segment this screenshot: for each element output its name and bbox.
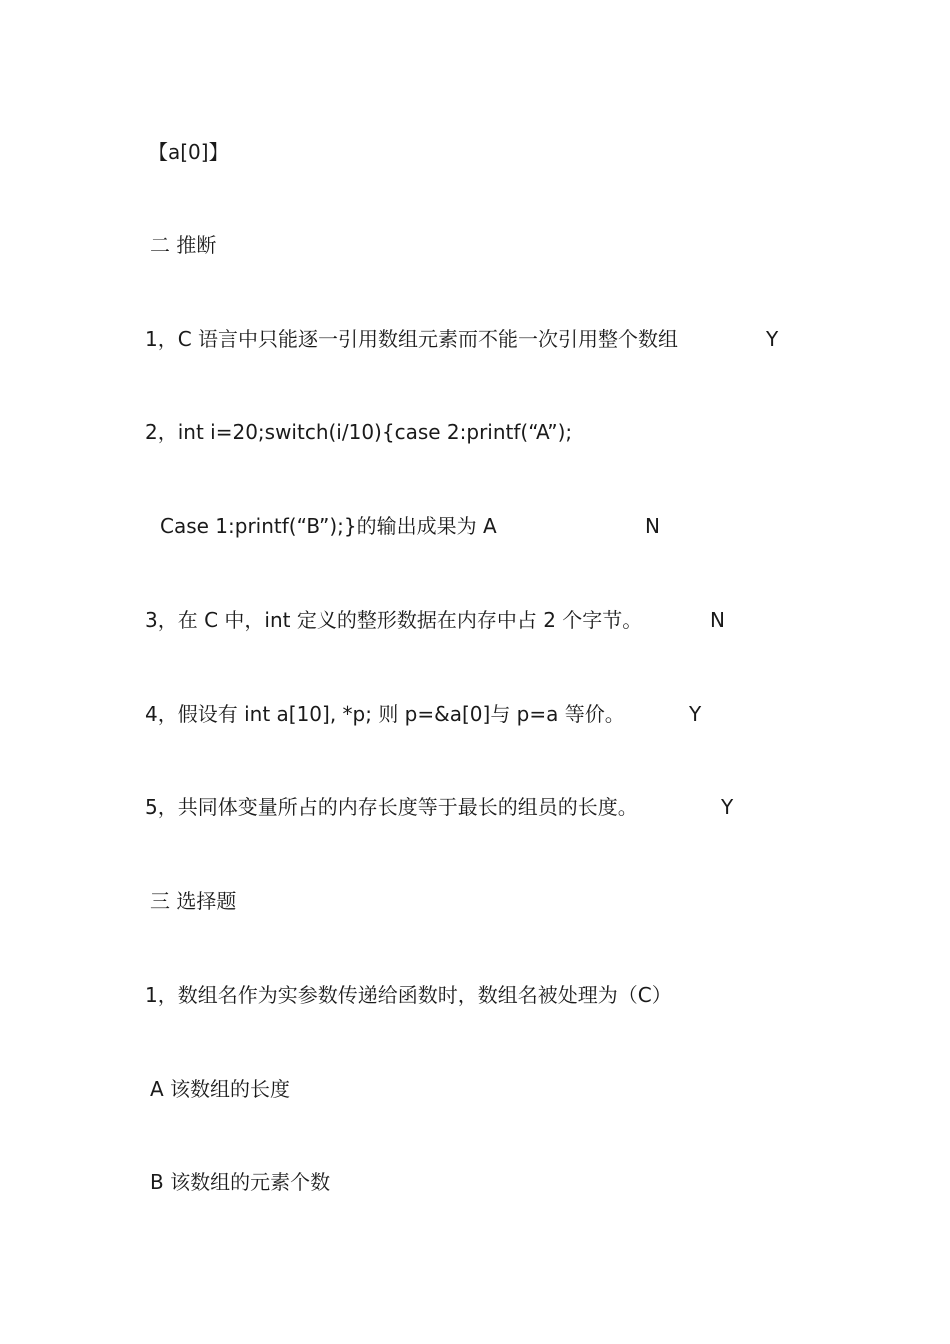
judgment-question-2-line-2: Case 1:printf(“B”);}的输出成果为 A bbox=[160, 514, 497, 538]
judgment-question-2-line-1: 2，int i=20;switch(i/10){case 2:printf(“A”); bbox=[145, 420, 573, 444]
judgment-question-3: 3，在 C 中，int 定义的整形数据在内存中占 2 个字节。 bbox=[145, 608, 643, 632]
judgment-answer-5: Y bbox=[721, 795, 734, 819]
judgment-answer-3: N bbox=[710, 608, 725, 632]
section-heading-choice: 三 选择题 bbox=[150, 889, 237, 913]
choice-option-a: A 该数组的长度 bbox=[150, 1077, 291, 1101]
bracket-header: 【a[0]】 bbox=[148, 140, 229, 164]
section-heading-judgment: 二 推断 bbox=[150, 233, 217, 257]
choice-option-b: B 该数组的元素个数 bbox=[150, 1170, 331, 1194]
judgment-answer-4: Y bbox=[689, 702, 702, 726]
judgment-question-4: 4，假设有 int a[10], *p; 则 p=&a[0]与 p=a 等价。 bbox=[145, 702, 625, 726]
judgment-question-5: 5，共同体变量所占的内存长度等于最长的组员的长度。 bbox=[145, 795, 638, 819]
judgment-question-1: 1，C 语言中只能逐一引用数组元素而不能一次引用整个数组 bbox=[145, 327, 679, 351]
judgment-answer-1: Y bbox=[766, 327, 779, 351]
judgment-answer-2: N bbox=[645, 514, 660, 538]
choice-question-1: 1，数组名作为实参数传递给函数时，数组名被处理为（C） bbox=[145, 983, 672, 1007]
